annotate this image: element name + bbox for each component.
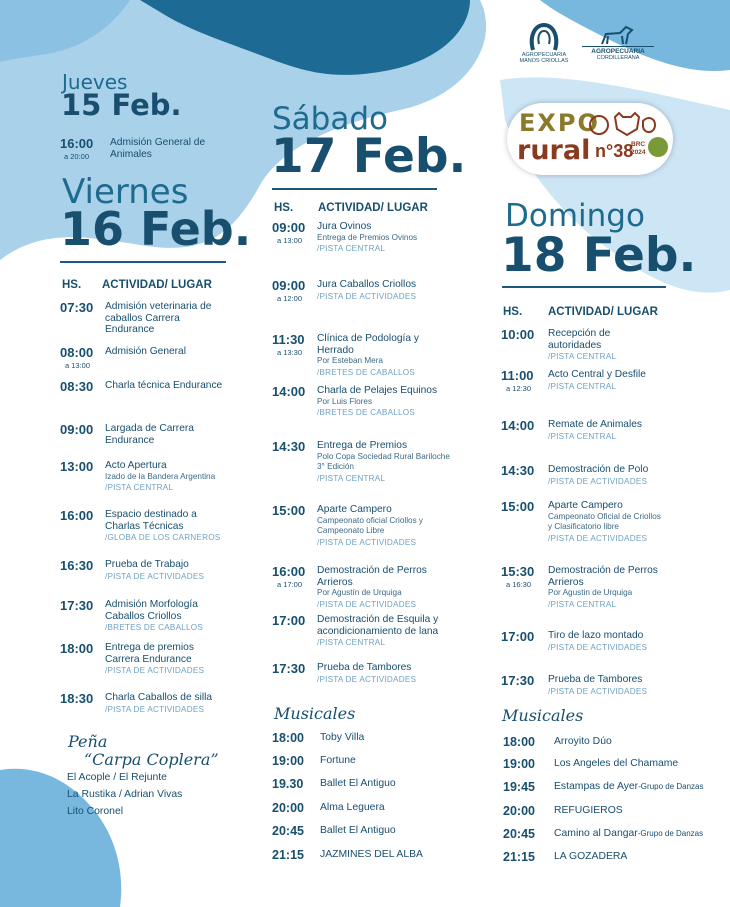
- event-time: 08:00: [60, 345, 94, 360]
- musical-time: 19:00: [272, 754, 304, 768]
- event-time: 15:00: [272, 503, 306, 518]
- event-title: Entrega de premios Carrera Endurance: [105, 642, 194, 665]
- domingo-col-activity: ACTIVIDAD/ LUGAR: [548, 306, 658, 318]
- event-title: Acto Apertura: [105, 460, 167, 471]
- sabado-rule: [272, 188, 437, 190]
- event-time-end: a 20:00: [64, 152, 90, 161]
- musical-time: 18:00: [272, 731, 304, 745]
- musical-name: Los Angeles del Chamame: [554, 758, 679, 769]
- musical-time: 18:00: [503, 735, 535, 749]
- musical-row: [272, 848, 482, 864]
- manos-criollas-line2: MANOS CRIOLLAS: [519, 58, 569, 64]
- musical-row: [272, 777, 482, 793]
- event-location: /PISTA DE ACTIVIDADES: [317, 537, 417, 547]
- event-time: 11:00: [501, 368, 534, 383]
- musical-row: [503, 804, 713, 820]
- musical-row: [503, 850, 713, 866]
- cordillerana-line1: AGROPECUARIA: [582, 46, 654, 55]
- event-time: 14:00: [272, 384, 306, 399]
- expo-word: EXPO: [519, 109, 600, 137]
- event-time: 13:00: [60, 459, 94, 474]
- event-time: 14:00: [501, 418, 535, 433]
- jueves-event: [60, 136, 260, 164]
- viernes-col-time: HS.: [62, 279, 82, 291]
- event-title: Prueba de Tambores: [317, 662, 412, 673]
- event-time: 07:30: [60, 300, 94, 315]
- event-time: 15:30: [501, 564, 535, 579]
- event-time-end: a 13:30: [277, 348, 303, 357]
- viernes-date: 16 Feb.: [60, 202, 252, 256]
- event-time-end: a 12:00: [277, 294, 303, 303]
- pena-subtitle: “Carpa Coplera”: [84, 750, 219, 769]
- event-subtitle: Izado de la Bandera Argentina: [105, 471, 216, 481]
- event-location: /PISTA DE ACTIVIDADES: [105, 704, 205, 714]
- viernes-rule: [60, 261, 226, 263]
- event-location: /PISTA DE ACTIVIDADES: [317, 599, 417, 609]
- expo-year: 2024: [631, 149, 646, 156]
- cordillerana-logo: [582, 24, 654, 61]
- musical-row: [272, 731, 482, 747]
- event-location: /BRETES DE CABALLOS: [317, 367, 415, 377]
- musical-name: Toby Villa: [320, 732, 365, 743]
- musical-time: 20:00: [272, 801, 304, 815]
- event-time-end: a 13:00: [65, 361, 91, 370]
- horse-icon: [598, 24, 638, 46]
- sabado-col-time: HS.: [274, 202, 294, 214]
- musical-row: [272, 754, 482, 770]
- event-title: Demostración de Perros Arrieros: [317, 565, 427, 588]
- domingo-day: Domingo: [505, 198, 645, 234]
- pena-line: Lito Coronel: [67, 806, 124, 817]
- event-title: Acto Central y Desfile: [548, 369, 646, 380]
- event-subtitle: Campeonato oficial Criollos y Campeonato Libre: [317, 515, 424, 535]
- musical-time: 20:00: [503, 804, 535, 818]
- event-location: /PISTA CENTRAL: [548, 599, 617, 609]
- event-time-end: a 16:30: [506, 580, 532, 589]
- musical-time: 19.30: [272, 777, 304, 791]
- musical-name: JAZMINES DEL ALBA: [320, 849, 423, 860]
- event-time: 17:00: [272, 613, 306, 628]
- jueves-day: Jueves: [62, 70, 128, 94]
- event-title: Remate de Animales: [548, 419, 642, 430]
- musical-row: [503, 827, 713, 843]
- event-title: Admisión General de Animales: [110, 137, 206, 160]
- musical-name: Arroyito Dúo: [554, 736, 612, 747]
- domingo-date: 18 Feb.: [501, 228, 697, 283]
- event-time: 11:30: [272, 332, 305, 347]
- event-location: /PISTA DE ACTIVIDADES: [548, 533, 648, 543]
- musical-name: Ballet El Antiguo: [320, 825, 396, 836]
- musical-name: Ballet El Antiguo: [320, 778, 396, 789]
- musical-name: Alma Leguera: [320, 802, 385, 813]
- event-title: Admisión General: [105, 346, 186, 357]
- musical-row: [272, 801, 482, 817]
- event-title: Charla técnica Endurance: [105, 380, 223, 391]
- event-time: 14:30: [501, 463, 535, 478]
- event-title: Tiro de lazo montado: [548, 630, 644, 641]
- event-title: Aparte Campero: [317, 504, 392, 515]
- event-location: /PISTA DE ACTIVIDADES: [105, 571, 205, 581]
- event-time: 10:00: [501, 327, 535, 342]
- musical-note: -Grupo de Danzas: [637, 829, 704, 838]
- event-title: Recepción de autoridades: [548, 328, 611, 351]
- event-location: /PISTA DE ACTIVIDADES: [105, 666, 205, 675]
- event-location: /PISTA CENTRAL: [548, 431, 617, 441]
- musical-row: [503, 780, 713, 796]
- musical-time: 19:00: [503, 757, 535, 771]
- event-title: Aparte Campero: [548, 500, 623, 511]
- event-location: /PISTA CENTRAL: [548, 352, 617, 361]
- event-location: /PISTA DE ACTIVIDADES: [317, 291, 417, 301]
- viernes-col-activity: ACTIVIDAD/ LUGAR: [102, 279, 212, 291]
- domingo-rule: [502, 286, 666, 288]
- event-time-end: a 13:00: [277, 236, 303, 245]
- event-time-end: a 17:00: [277, 580, 303, 589]
- musical-name: LA GOZADERA: [554, 851, 628, 862]
- musical-name: Camino al Dangar: [554, 828, 638, 839]
- sabado-day: Sábado: [272, 101, 388, 137]
- event-time-end: a 12:30: [506, 384, 532, 393]
- event-title: Demostración de Perros Arrieros: [548, 565, 658, 588]
- animals-icon: [589, 111, 659, 141]
- event-title: Espacio destinado a Charlas Técnicas: [105, 509, 197, 532]
- expo-green-seal: [648, 137, 668, 157]
- event-title: Charla de Pelajes Equinos: [317, 385, 438, 396]
- event-title: Admisión Morfología Caballos Criollos: [105, 599, 198, 622]
- pena-title: Peña: [68, 732, 108, 751]
- event-location: /PISTA DE ACTIVIDADES: [548, 476, 648, 486]
- event-subtitle: Por Esteban Mera: [317, 356, 383, 365]
- event-title: Admisión veterinaria de caballos Carrera Endurance: [105, 301, 212, 335]
- musical-time: 21:15: [272, 848, 304, 862]
- domingo-musicales-title: Musicales: [502, 706, 584, 725]
- musical-note: -Grupo de Danzas: [638, 782, 704, 791]
- event-time: 14:30: [272, 439, 306, 454]
- musical-row: [272, 824, 482, 840]
- event-time: 18:30: [60, 691, 94, 706]
- event-title: Jura Caballos Criollos: [317, 279, 417, 290]
- event-location: /PISTA CENTRAL: [317, 638, 386, 647]
- event-time: 08:30: [60, 379, 94, 394]
- event-time: 09:00: [60, 422, 94, 437]
- musical-name: Estampas de Ayer: [554, 781, 639, 792]
- expo-rural-logo: [507, 103, 673, 175]
- sabado-date: 17 Feb.: [271, 129, 467, 184]
- event-location: /BRETES DE CABALLOS: [105, 623, 203, 632]
- event-time: 18:00: [60, 641, 94, 656]
- event-title: Prueba de Trabajo: [105, 559, 189, 570]
- expo-code: BRC: [631, 141, 646, 148]
- event-subtitle: Por Luis Flores: [317, 396, 373, 406]
- event-title: Largada de Carrera Endurance: [105, 423, 194, 446]
- event-title: Clínica de Podología y Herrado: [317, 333, 419, 356]
- musical-name: Fortune: [320, 755, 356, 766]
- horseshoe-icon: [527, 22, 561, 52]
- musical-time: 20:45: [503, 827, 535, 841]
- event-location: /PISTA DE ACTIVIDADES: [548, 686, 648, 696]
- event-time: 15:00: [501, 499, 535, 514]
- event-location: /BRETES DE CABALLOS: [317, 408, 415, 417]
- event-time: 09:00: [272, 220, 306, 235]
- event-title: Entrega de Premios: [317, 440, 408, 451]
- event-title: Prueba de Tambores: [548, 674, 643, 685]
- sabado-col-activity: ACTIVIDAD/ LUGAR: [318, 202, 428, 214]
- event-title: Jura Ovinos: [317, 221, 372, 232]
- event-time: 16:00: [272, 564, 306, 579]
- viernes-day: Viernes: [62, 172, 189, 212]
- event-location: /PISTA CENTRAL: [317, 244, 386, 253]
- musical-row: [503, 735, 713, 751]
- event-title: Demostración de Esquila y acondicionamiento de lana: [317, 614, 439, 637]
- manos-criollas-logo: [512, 22, 576, 64]
- event-time: 16:00: [60, 136, 94, 151]
- event-title: Demostración de Polo: [548, 464, 649, 475]
- event-subtitle: Por Agustin de Urquiga: [548, 588, 633, 597]
- event-time: 09:00: [272, 278, 306, 293]
- pena-line: La Rustika / Adrian Vivas: [67, 789, 183, 800]
- event-location: /PISTA CENTRAL: [317, 473, 386, 483]
- expo-number: n°38: [595, 141, 634, 161]
- event-location: /PISTA DE ACTIVIDADES: [548, 642, 648, 652]
- musical-time: 20:45: [272, 824, 304, 838]
- musical-name: REFUGIEROS: [554, 805, 623, 816]
- pena-line: El Acople / El Rejunte: [67, 772, 167, 783]
- event-title: Charla Caballos de silla: [105, 692, 213, 703]
- event-location: /PISTA CENTRAL: [548, 381, 617, 391]
- event-subtitle: Polo Copa Sociedad Rural Bariloche 3° Edición: [317, 451, 450, 471]
- event-location: /PISTA DE ACTIVIDADES: [317, 674, 417, 684]
- jueves-date: 15 Feb.: [61, 88, 182, 122]
- event-location: /GLOBA DE LOS CARNEROS: [105, 533, 221, 542]
- event-location: /PISTA CENTRAL: [105, 483, 174, 492]
- manos-criollas-line1: AGROPECUARIA: [521, 52, 567, 58]
- sabado-musicales-title: Musicales: [274, 704, 356, 723]
- event-time: 17:30: [272, 661, 306, 676]
- cordillerana-line2: CORDILLERANA: [596, 55, 640, 61]
- event-time: 16:30: [60, 558, 94, 573]
- event-time: 17:30: [501, 673, 535, 688]
- musical-row: [503, 757, 713, 773]
- event-time: 17:00: [501, 629, 535, 644]
- domingo-col-time: HS.: [503, 306, 523, 318]
- event-subtitle: Campeonato Oficial de Criollos y Clasificatorio libre: [548, 511, 661, 531]
- rural-word: rural: [517, 135, 591, 166]
- event-subtitle: Entrega de Premios Ovinos: [317, 232, 418, 242]
- musical-time: 19:45: [503, 780, 535, 794]
- event-time: 17:30: [60, 598, 94, 613]
- event-time: 16:00: [60, 508, 94, 523]
- event-subtitle: Por Agustín de Urquiga: [317, 588, 402, 597]
- musical-time: 21:15: [503, 850, 535, 864]
